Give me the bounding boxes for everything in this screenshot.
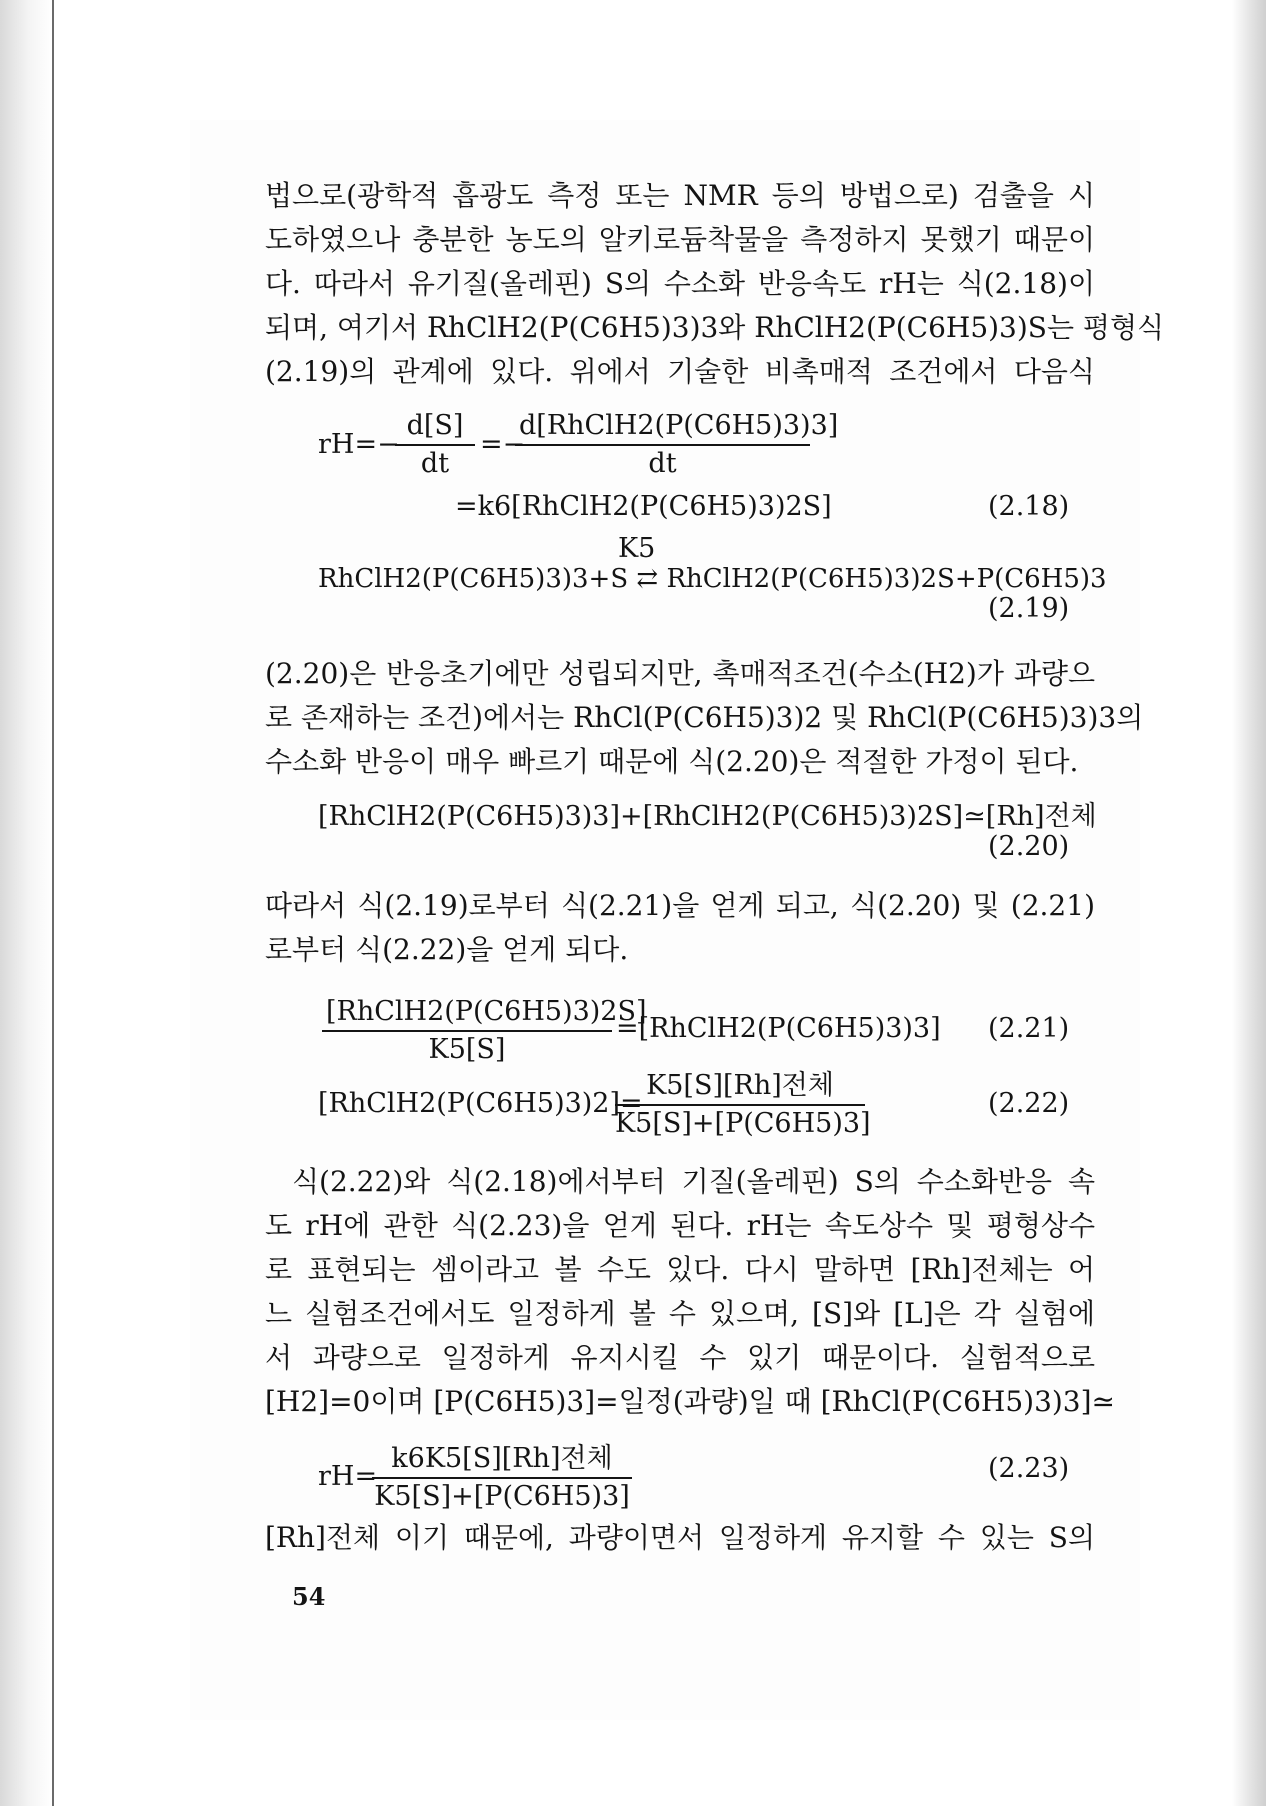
text-line: 되며, 여기서 RhClH2(P(C6H5)3)3와 RhClH2(P(C6H5)3)S는 평형식 (265, 311, 1165, 344)
page-number: 54 (292, 1582, 326, 1611)
text-line: 로 표현되는 셈이라고 볼 수도 있다. 다시 말하면 [Rh]전체는 어 (265, 1253, 1095, 1286)
fraction-denominator: K5[S]+[P(C6H5)3] (374, 1481, 630, 1512)
text-line: 로 존재하는 조건)에서는 RhCl(P(C6H5)3)2 및 RhCl(P(C6H5)3)3의 (265, 701, 1144, 734)
text-line: 법으로(광학적 흡광도 측정 또는 NMR 등의 방법으로) 검출을 시 (265, 179, 1095, 212)
book-edge-right (1232, 0, 1266, 1806)
text-line: 다. 따라서 유기질(올레핀) S의 수소화 반응속도 rH는 식(2.18)이 (265, 267, 1095, 300)
eq-rhs: =[RhClH2(P(C6H5)3)3] (616, 1013, 941, 1044)
equation-number: (2.20) (988, 831, 1070, 862)
equilibrium-constant: K5 (618, 533, 656, 564)
fraction-denominator: dt (648, 448, 677, 479)
text-line: 도 rH에 관한 식(2.23)을 얻게 된다. rH는 속도상수 및 평형상수 (265, 1209, 1095, 1242)
equation-number: (2.22) (988, 1088, 1070, 1119)
equation-number: (2.23) (988, 1453, 1070, 1484)
eq-mid: =− (480, 429, 526, 460)
fraction-numerator: [RhClH2(P(C6H5)3)2S] (322, 996, 612, 1032)
eq-lhs: rH=− (318, 429, 400, 460)
text-line: (2.19)의 관계에 있다. 위에서 기술한 비촉매적 조건에서 다음식 (265, 355, 1095, 388)
eq-fraction (372, 1443, 632, 1513)
book-edge-left (0, 0, 52, 1806)
eq-lhs: rH= (318, 1461, 378, 1492)
text-line: 식(2.22)와 식(2.18)에서부터 기질(올레핀) S의 수소화반응 속 (292, 1165, 1095, 1198)
eq-line-2: =k6[RhClH2(P(C6H5)3)2S] (455, 491, 832, 522)
text-line: [H2]=0이며 [P(C6H5)3]=일정(과량)일 때 [RhCl(P(C6H5)3)3]≃ (265, 1385, 1116, 1418)
text-line: 느 실험조건에서도 일정하게 볼 수 있으며, [S]와 [L]은 각 실험에 (265, 1297, 1095, 1330)
eq-text: RhClH2(P(C6H5)3)3+S ⇄ RhClH2(P(C6H5)3)2S+P(C6H5)3 (318, 564, 1107, 594)
book-spine-line (52, 0, 54, 1806)
fraction-numerator: d[RhClH2(P(C6H5)3)3] (515, 410, 810, 446)
fraction-denominator: dt (420, 448, 450, 479)
eq-fraction (322, 996, 647, 1066)
text-line: 수소화 반응이 매우 빠르기 때문에 식(2.20)은 적절한 가정이 된다. (265, 745, 1079, 778)
equation-number: (2.19) (988, 593, 1070, 624)
text-line: (2.20)은 반응초기에만 성립되지만, 촉매적조건(수소(H2)가 과량으 (265, 657, 1095, 690)
eq-fraction (515, 410, 839, 480)
eq-lhs: [RhClH2(P(C6H5)3)2]= (318, 1088, 643, 1119)
text-line: [Rh]전체 이기 때문에, 과량이면서 일정하게 유지할 수 있는 S의 (265, 1521, 1095, 1554)
text-line: 서 과량으로 일정하게 유지시킬 수 있기 때문이다. 실험적으로 (265, 1341, 1095, 1374)
fraction-numerator: d[S] (395, 410, 475, 446)
fraction-numerator: K5[S][Rh]전체 (615, 1070, 865, 1106)
text-line: 따라서 식(2.19)로부터 식(2.21)을 얻게 되고, 식(2.20) 및 (2.21) (265, 889, 1095, 922)
eq-text: [RhClH2(P(C6H5)3)3]+[RhClH2(P(C6H5)3)2S]≃[Rh]전체 (318, 801, 1097, 832)
eq-fraction (395, 410, 475, 480)
text-line: 도하였으나 충분한 농도의 알키로듐착물을 측정하지 못했기 때문이 (265, 223, 1095, 256)
eq-fraction (615, 1070, 871, 1140)
fraction-denominator: K5[S] (428, 1034, 506, 1065)
text-line: 로부터 식(2.22)을 얻게 되다. (265, 933, 629, 966)
fraction-numerator: k6K5[S][Rh]전체 (372, 1443, 632, 1479)
equation-number: (2.18) (988, 491, 1070, 522)
equation-number: (2.21) (988, 1013, 1070, 1044)
fraction-denominator: K5[S]+[P(C6H5)3] (615, 1108, 871, 1139)
